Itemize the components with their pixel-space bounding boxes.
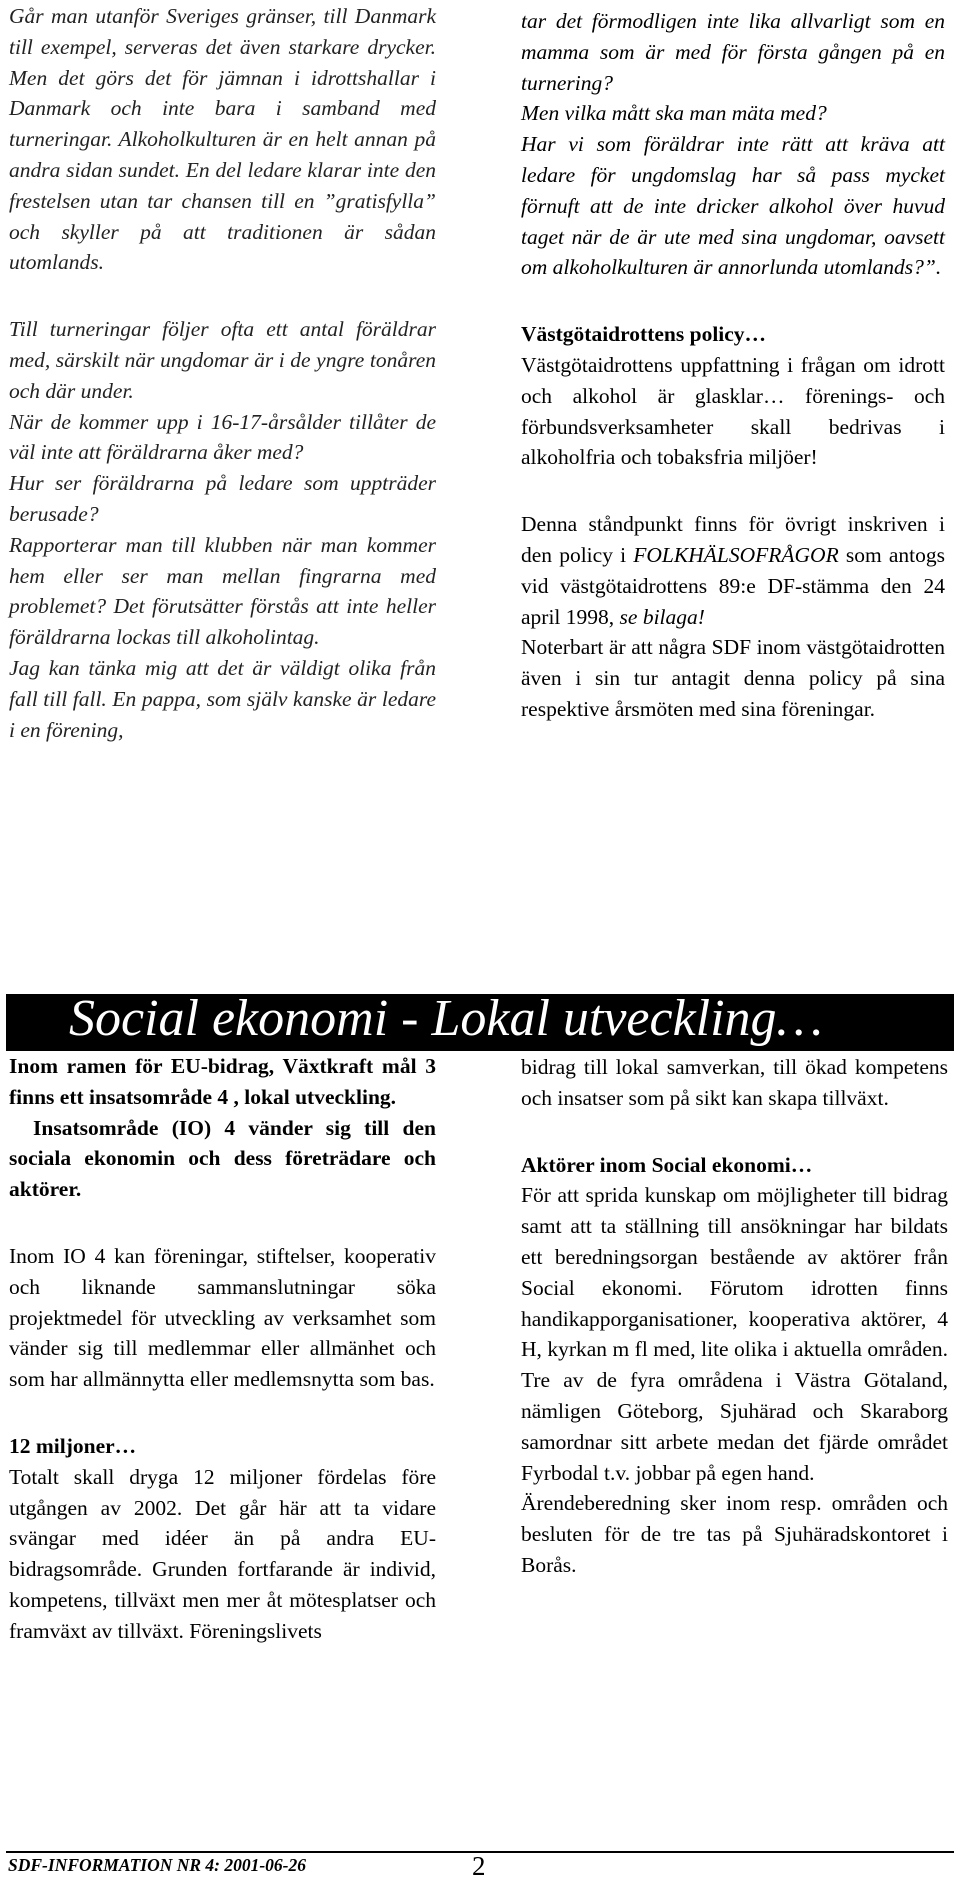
body-paragraph: Hur ser föräldrarna på ledare som uppträder berusade? [9,471,436,526]
body-paragraph: bidrag till lokal samverkan, till ökad kompetens och insatser som på sikt kan skapa tillväxt. [521,1055,948,1110]
top-right-column [521,6,945,725]
section-heading-policy: Västgötaidrottens policy… [521,322,767,347]
body-paragraph: Går man utanför Sveriges gränser, till Danmark till exempel, serveras det även starkare drycker. Men det görs det för jämnan i idrottshallar i Danmark och inte bara i samband med turneringar. Alkoholkulturen är en helt annan på andra sidan sundet. En del ledare klarar inte den frestelsen utan tar chansen till en ”gratisfylla” och skyller på att traditionen är sådan utomlands. [9,4,436,275]
body-paragraph: Men vilka mått ska man mäta med? [521,101,827,126]
body-paragraph: När de kommer upp i 16-17-årsålder tillåter de väl inte att föräldrarna åker med? [9,409,436,465]
body-paragraph [521,509,945,632]
text-run: Denna ståndpunkt finns för övrigt inskriven i den policy i [521,512,945,567]
page-number: 2 [472,1851,486,1881]
body-paragraph: Rapporterar man till klubben när man kommer hem eller ser man mellan fingrarna med problemet? Det förutsätter förstås att inte heller föräldrarna lockas till alkoholintag. [9,532,436,650]
top-left-column [9,1,436,745]
body-paragraph: Inom IO 4 kan föreningar, stiftelser, kooperativ och liknande sammanslutningar söka projektmedel för utveckling av verksamhet som vänder sig till medlemmar eller allmänhet och som har allmännytta eller medlemsnytta som bas. [9,1243,436,1392]
body-paragraph: För att sprida kunskap om möjligheter till bidrag samt att ta ställning till ansökningar har bildats ett beredningsorgan bestående av aktörer från Social ekonomi. Förutom idrotten finns handikapporganisationer, kooperativa aktörer, 4 H, kyrkan m fl med, lite olika i aktuella områden. Tre av de fyra områdena i Västra Götaland, nämligen Göteborg, Sjuhärad och Skaraborg samordnar sitt arbete medan det fjärde området Fyrbodal t.v. jobbar på egen hand. [521,1183,948,1485]
text-run-italic: se bilaga! [619,604,705,629]
text-run-italic: FOLKHÄLSOFRÅGOR [633,542,839,567]
bottom-left-column [9,1051,436,1647]
body-paragraph: Noterbart är att några SDF inom västgötaidrotten även i sin tur antagit denna policy på sina respektive årsmöten med sina föreningar. [521,635,945,721]
section-heading-12-miljoner: 12 miljoner… [9,1433,137,1458]
body-paragraph: tar det förmodligen inte lika allvarligt som en mamma som är med för första gången på en turnering? [521,9,945,95]
intro-bold-paragraph: Inom ramen för EU-bidrag, Växtkraft mål 3 finns ett insatsområde 4 , lokal utveckling. [9,1054,436,1109]
body-paragraph: Jag kan tänka mig att det är väldigt olika från fall till fall. En pappa, som själv kanske är ledare i en förening, [9,655,436,742]
body-paragraph: Har vi som föräldrar inte rätt att kräva att ledare för ungdomslag har så pass mycket förnuft att de inte dricker alkohol över huvud taget när de är ute med sina ungdomar, oavsett om alkoholkulturen är annorlunda utomlands?”. [521,132,945,280]
body-paragraph: Till turneringar följer ofta ett antal föräldrar med, särskilt när ungdomar är i de yngre tonåren och där under. [9,317,436,403]
body-paragraph: Totalt skall dryga 12 miljoner fördelas före utgången av 2002. Det går här att ta vidare svängar med idéer än på andra EU-bidragsområde. Grunden fortfarande är individ, kompetens, tillväxt men mer åt mötesplatser och framväxt av tillväxt. Föreningslivets [9,1464,436,1643]
section-banner [6,990,954,1051]
body-paragraph: Ärendeberedning sker inom resp. områden och besluten för de tre tas på Sjuhäradskontoret i Borås. [521,1491,948,1577]
banner-title: Social ekonomi - Lokal utveckling… [69,990,823,1047]
body-paragraph: Västgötaidrottens uppfattning i frågan om idrott och alkohol är glasklar… förenings- och förbundsverksamheter skall bedrivas i alkoholfria och tobaksfria miljöer! [521,352,945,470]
footer-publication: SDF-INFORMATION NR 4: 2001-06-26 [8,1855,307,1875]
bottom-right-column [521,1052,948,1581]
intro-bold-paragraph: Insatsområde (IO) 4 vänder sig till den sociala ekonomin och dess företrädare och aktörer. [9,1115,436,1202]
section-heading-aktorer: Aktörer inom Social ekonomi… [521,1152,813,1177]
text-run: som antogs vid västgötaidrottens 89:e DF-stämma den 24 april 1998, [521,542,946,629]
